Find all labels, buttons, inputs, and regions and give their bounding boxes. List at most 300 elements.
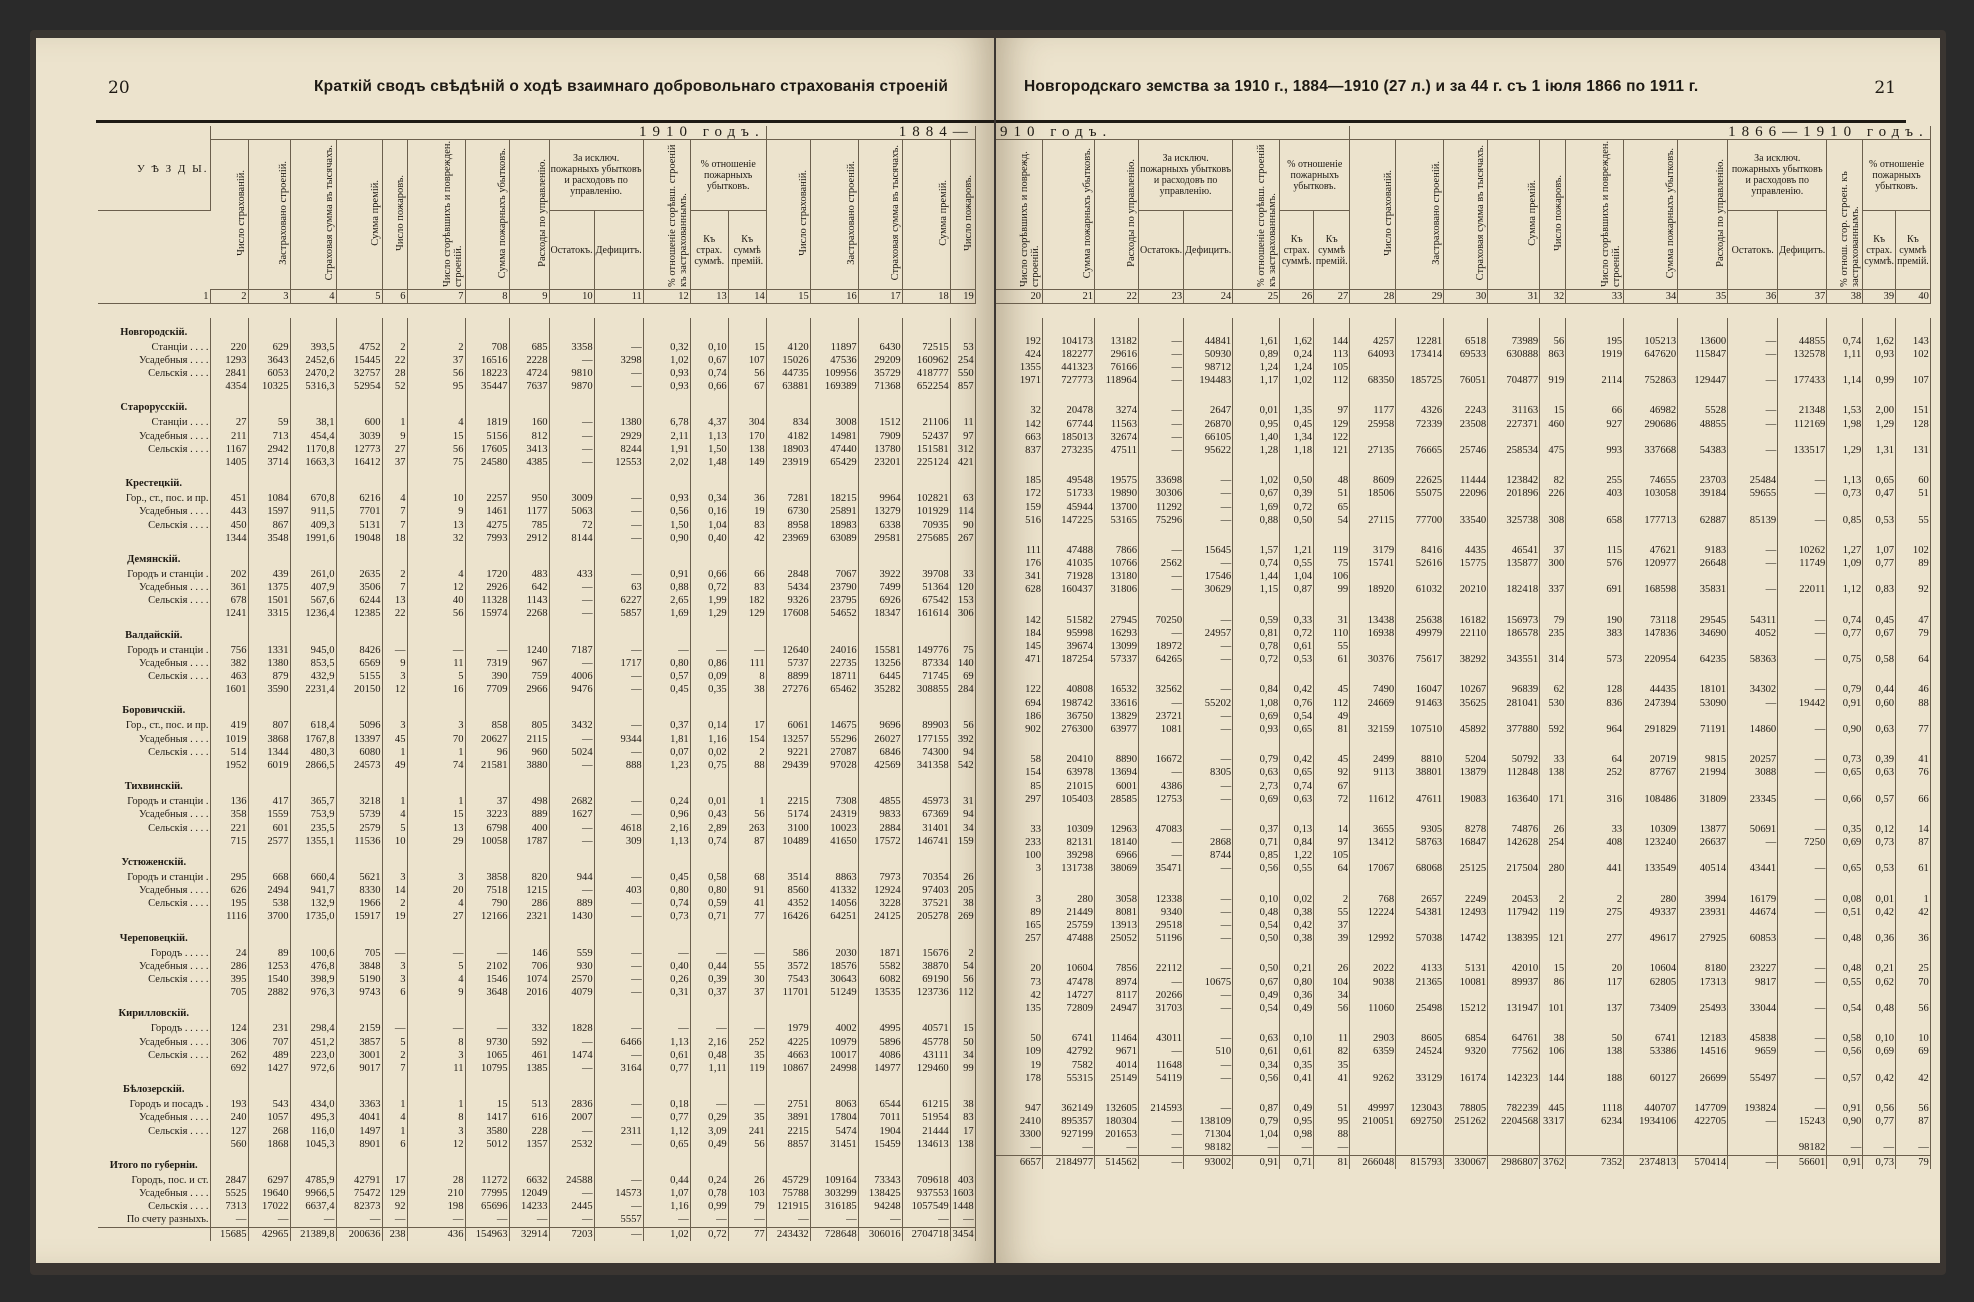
table-cell: 192: [996, 335, 1043, 348]
table-cell: 119: [728, 1062, 766, 1075]
table-cell: [1043, 387, 1095, 404]
table-cell: [1827, 876, 1863, 893]
table-cell: 82131: [1043, 836, 1095, 849]
table-cell: 8180: [1678, 962, 1728, 975]
row-label: Городъ и посадъ .: [98, 1098, 210, 1111]
table-cell: 0,67: [1863, 627, 1896, 640]
table-cell: [1827, 1058, 1863, 1071]
table-cell: [210, 772, 248, 795]
table-cell: 12049: [509, 1187, 549, 1200]
col-c5: Сумма премій.: [336, 140, 382, 290]
table-cell: 66: [1566, 404, 1624, 417]
table-cell: 173414: [1396, 348, 1444, 361]
district-name: Тихвинскій.: [98, 772, 210, 795]
table-cell: 13438: [1350, 614, 1396, 627]
table-cell: 15974: [465, 607, 509, 620]
table-cell: 182: [728, 594, 766, 607]
table-cell: [1139, 318, 1184, 335]
table-cell: 9: [407, 986, 465, 999]
table-cell: 50792: [1488, 753, 1540, 766]
table-cell: 6544: [858, 1098, 902, 1111]
table-cell: 4: [382, 492, 407, 505]
table-cell: [1566, 666, 1624, 683]
table-cell: 0,48: [1827, 932, 1863, 945]
table-cell: 0,39: [1863, 753, 1896, 766]
table-cell: 1828: [549, 1022, 594, 1035]
table-cell: 895357: [1043, 1115, 1095, 1128]
table-cell: 98712: [1184, 361, 1233, 374]
table-cell: —: [549, 607, 594, 620]
table-cell: 47611: [1396, 793, 1444, 806]
table-cell: 15: [950, 1022, 975, 1035]
table-cell: 1497: [336, 1124, 382, 1137]
table-cell: [1444, 1128, 1488, 1141]
table-cell: 0,39: [690, 973, 728, 986]
table-cell: 663: [996, 431, 1043, 444]
table-cell: 56: [728, 1138, 766, 1151]
table-cell: [1778, 919, 1827, 932]
table-cell: [382, 469, 407, 492]
group-1884-cont: 910 годъ.: [996, 126, 1350, 140]
table-cell: 72: [1314, 793, 1350, 806]
table-cell: [1778, 597, 1827, 614]
table-cell: 6338: [858, 518, 902, 531]
table-cell: 8063: [810, 1098, 858, 1111]
table-cell: 0,56: [1233, 1072, 1280, 1085]
table-cell: [594, 545, 643, 568]
table-cell: 18972: [1139, 640, 1184, 653]
table-cell: 15685: [210, 1227, 248, 1241]
table-cell: 2: [950, 947, 975, 960]
table-cell: 417: [248, 795, 290, 808]
table-cell: 0,48: [1863, 1002, 1896, 1015]
table-cell: 131947: [1488, 1002, 1540, 1015]
table-cell: —: [766, 1213, 810, 1227]
table-row: [996, 1072, 1930, 1085]
table-row: [98, 1174, 975, 1187]
table-cell: 10675: [1184, 976, 1233, 989]
table-cell: 93002: [1184, 1155, 1233, 1169]
table-cell: 75: [950, 644, 975, 657]
table-cell: 709618: [902, 1174, 950, 1187]
table-cell: [1678, 387, 1728, 404]
table-cell: 105: [1314, 361, 1350, 374]
table-cell: —: [594, 947, 643, 960]
table-cell: 1868: [248, 1138, 290, 1151]
table-cell: —: [594, 568, 643, 581]
table-cell: 65696: [465, 1200, 509, 1213]
table-cell: [1624, 597, 1678, 614]
table-cell: [1624, 457, 1678, 474]
table-cell: 30629: [1184, 583, 1233, 596]
table-cell: 0,58: [690, 871, 728, 884]
table-cell: 15581: [858, 644, 902, 657]
table-cell: 62805: [1624, 976, 1678, 989]
table-cell: 392: [950, 733, 975, 746]
table-cell: [1728, 806, 1778, 823]
table-cell: 1293: [210, 354, 248, 367]
table-cell: [1863, 640, 1896, 653]
table-cell: 65429: [810, 456, 858, 469]
table-cell: 18576: [810, 960, 858, 973]
table-cell: 8810: [1396, 753, 1444, 766]
table-cell: [1314, 527, 1350, 544]
table-cell: 314: [1540, 653, 1566, 666]
table-cell: 11648: [1139, 1058, 1184, 1071]
table-cell: 858: [465, 719, 509, 732]
table-cell: —: [1184, 683, 1233, 696]
table-cell: 0,84: [1233, 683, 1280, 696]
table-cell: [858, 924, 902, 947]
table-cell: [1444, 736, 1488, 753]
table-cell: 55075: [1396, 487, 1444, 500]
table-cell: 20257: [1728, 753, 1778, 766]
table-cell: 330067: [1444, 1155, 1488, 1169]
table-row: [996, 862, 1930, 875]
table-cell: 1,08: [1233, 697, 1280, 710]
district-name: Новгородскій.: [98, 318, 210, 341]
table-cell: [1540, 1141, 1566, 1155]
table-cell: 476,8: [290, 960, 336, 973]
table-cell: 111: [996, 544, 1043, 557]
table-cell: 2841: [210, 367, 248, 380]
table-cell: 601: [248, 821, 290, 834]
table-row: [996, 793, 1930, 806]
table-cell: [336, 393, 382, 416]
table-cell: 10867: [766, 1062, 810, 1075]
table-cell: 56: [950, 973, 975, 986]
table-cell: 3: [382, 960, 407, 973]
table-cell: 26648: [1678, 557, 1728, 570]
table-cell: 42: [1896, 906, 1931, 919]
table-cell: 0,26: [643, 973, 690, 986]
table-cell: [210, 393, 248, 416]
table-cell: 1966: [336, 897, 382, 910]
table-cell: 24573: [336, 759, 382, 772]
table-row: [98, 1124, 975, 1137]
table-cell: —: [1778, 683, 1827, 696]
table-cell: [1095, 666, 1139, 683]
table-cell: 6,78: [643, 416, 690, 429]
table-cell: [1488, 1058, 1540, 1071]
table-cell: 9671: [1095, 1045, 1139, 1058]
table-cell: 3: [382, 719, 407, 732]
table-cell: 0,66: [690, 380, 728, 393]
table-row: [98, 380, 975, 393]
table-cell: 18506: [1350, 487, 1396, 500]
table-cell: [290, 621, 336, 644]
row-label: Городъ и станціи .: [98, 568, 210, 581]
table-cell: 889: [549, 897, 594, 910]
table-cell: 1627: [549, 808, 594, 821]
table-cell: [1540, 1015, 1566, 1032]
table-row: [98, 1111, 975, 1124]
table-cell: 7518: [465, 884, 509, 897]
table-cell: 15: [407, 430, 465, 443]
table-cell: 78805: [1444, 1102, 1488, 1115]
table-cell: 1240: [509, 644, 549, 657]
table-cell: 13412: [1350, 836, 1396, 849]
table-cell: 1,69: [1233, 500, 1280, 513]
table-cell: 29439: [766, 759, 810, 772]
row-label: Сельскія . . . .: [98, 746, 210, 759]
table-cell: 972,6: [290, 1062, 336, 1075]
table-cell: [1624, 849, 1678, 862]
table-cell: 0,77: [1827, 627, 1863, 640]
table-cell: [1827, 361, 1863, 374]
table-cell: 96: [465, 746, 509, 759]
table-cell: [1540, 919, 1566, 932]
table-cell: 1603: [950, 1187, 975, 1200]
district-heading-row: [98, 1151, 975, 1174]
table-cell: 41650: [810, 835, 858, 848]
table-cell: 115847: [1678, 348, 1728, 361]
table-cell: 10604: [1624, 962, 1678, 975]
table-cell: 64: [1566, 753, 1624, 766]
table-cell: [1566, 597, 1624, 614]
table-cell: 9262: [1350, 1072, 1396, 1085]
table-cell: —: [1184, 500, 1233, 513]
table-cell: 15917: [336, 910, 382, 923]
table-cell: [1314, 457, 1350, 474]
table-cell: 45892: [1444, 723, 1488, 736]
table-cell: 151581: [902, 443, 950, 456]
table-cell: —: [1184, 962, 1233, 975]
table-cell: 46: [1896, 683, 1931, 696]
table-cell: 308855: [902, 683, 950, 696]
table-cell: 705: [336, 947, 382, 960]
table-cell: [1488, 945, 1540, 962]
table-cell: 3179: [1350, 544, 1396, 557]
table-cell: 82: [1314, 1045, 1350, 1058]
table-cell: 83: [950, 1111, 975, 1124]
table-cell: 16174: [1444, 1072, 1488, 1085]
table-cell: —: [594, 341, 643, 354]
table-cell: [690, 696, 728, 719]
table-cell: 55202: [1184, 697, 1233, 710]
table-cell: 8899: [766, 670, 810, 683]
table-cell: 7: [382, 518, 407, 531]
table-cell: [1896, 710, 1931, 723]
table-cell: 1,28: [1233, 444, 1280, 457]
table-cell: 102821: [902, 492, 950, 505]
table-cell: [1488, 919, 1540, 932]
table-cell: 38: [1540, 1032, 1566, 1045]
table-cell: [1624, 387, 1678, 404]
table-cell: [210, 1151, 248, 1174]
table-cell: 98182: [1184, 1141, 1233, 1155]
table-cell: 14516: [1678, 1045, 1728, 1058]
table-cell: 12166: [465, 910, 509, 923]
table-cell: 4352: [766, 897, 810, 910]
table-cell: [1233, 527, 1280, 544]
table-cell: 95622: [1184, 444, 1233, 457]
table-cell: [1624, 1058, 1678, 1071]
table-cell: 33698: [1139, 474, 1184, 487]
col-c3: Застраховано строеній.: [248, 140, 290, 290]
table-cell: 25493: [1678, 1002, 1728, 1015]
table-cell: 277: [1566, 932, 1624, 945]
table-cell: 38,1: [290, 416, 336, 429]
table-cell: 4: [407, 973, 465, 986]
table-row: [98, 759, 975, 772]
table-cell: 4052: [1728, 627, 1778, 640]
table-cell: [465, 1075, 509, 1098]
table-cell: 47488: [1043, 932, 1095, 945]
table-cell: 22011: [1778, 583, 1827, 596]
table-row: [996, 836, 1930, 849]
table-cell: 0,55: [1827, 976, 1863, 989]
table-cell: 65: [1314, 500, 1350, 513]
table-cell: 5434: [766, 581, 810, 594]
table-cell: [643, 696, 690, 719]
table-cell: 0,49: [690, 1138, 728, 1151]
col-c28: Число страхованій.: [1350, 140, 1396, 290]
table-cell: 53: [950, 341, 975, 354]
table-cell: [950, 1075, 975, 1098]
table-cell: 0,78: [690, 1187, 728, 1200]
table-cell: 83: [728, 581, 766, 594]
table-cell: —: [1139, 570, 1184, 583]
table-cell: [1896, 945, 1931, 962]
table-cell: —: [594, 986, 643, 999]
table-cell: 87: [1896, 1115, 1931, 1128]
table-cell: 52954: [336, 380, 382, 393]
table-cell: [407, 696, 465, 719]
table-cell: 0,18: [643, 1098, 690, 1111]
table-cell: —: [336, 1213, 382, 1227]
table-cell: 33: [950, 568, 975, 581]
table-cell: 31401: [902, 821, 950, 834]
table-cell: 56: [1896, 1002, 1931, 1015]
table-cell: 0,69: [1233, 793, 1280, 806]
table-cell: —: [549, 1187, 594, 1200]
table-cell: 47440: [810, 443, 858, 456]
table-cell: 0,88: [643, 581, 690, 594]
table-cell: [1396, 1015, 1444, 1032]
table-cell: [1566, 570, 1624, 583]
table-cell: 211: [210, 430, 248, 443]
table-row: [98, 1062, 975, 1075]
table-cell: 95: [407, 380, 465, 393]
table-cell: [1728, 666, 1778, 683]
table-cell: —: [1184, 753, 1233, 766]
table-cell: [1396, 457, 1444, 474]
table-row: [98, 532, 975, 545]
table-cell: 135: [996, 1002, 1043, 1015]
table-cell: 27: [210, 416, 248, 429]
table-cell: [210, 848, 248, 871]
table-cell: [382, 924, 407, 947]
table-cell: —: [549, 835, 594, 848]
table-cell: 85139: [1728, 514, 1778, 527]
table-cell: [336, 696, 382, 719]
table-cell: 16532: [1095, 683, 1139, 696]
table-cell: 89903: [902, 719, 950, 732]
table-cell: [594, 1151, 643, 1174]
district-heading-row: [996, 318, 1930, 335]
table-cell: [728, 696, 766, 719]
table-row: [996, 404, 1930, 417]
table-cell: 154963: [465, 1227, 509, 1241]
table-cell: 92: [382, 1200, 407, 1213]
table-cell: 530: [1540, 697, 1566, 710]
table-cell: 55: [1314, 640, 1350, 653]
table-cell: [1184, 806, 1233, 823]
table-cell: —: [549, 594, 594, 607]
table-cell: [1624, 1128, 1678, 1141]
table-row: [996, 444, 1930, 457]
table-cell: 43441: [1728, 862, 1778, 875]
table-cell: [1350, 457, 1396, 474]
table-cell: 3223: [465, 808, 509, 821]
table-cell: [1095, 736, 1139, 753]
table-cell: 0,99: [690, 1200, 728, 1213]
row-label: Усадебныя . . . .: [98, 581, 210, 594]
table-cell: [690, 772, 728, 795]
table-cell: 570414: [1678, 1155, 1728, 1169]
table-cell: [382, 999, 407, 1022]
table-cell: [1624, 710, 1678, 723]
table-cell: —: [1778, 487, 1827, 500]
table-cell: 13180: [1095, 570, 1139, 583]
table-cell: 1717: [594, 657, 643, 670]
table-cell: [549, 393, 594, 416]
table-cell: 121915: [766, 1200, 810, 1213]
table-cell: [1280, 945, 1314, 962]
table-cell: —: [1139, 583, 1184, 596]
table-cell: [643, 393, 690, 416]
table-cell: [1540, 736, 1566, 753]
table-cell: [996, 876, 1043, 893]
table-cell: 0,55: [1280, 557, 1314, 570]
table-cell: [766, 318, 810, 341]
table-cell: [950, 848, 975, 871]
table-cell: 53090: [1678, 697, 1728, 710]
table-cell: [509, 621, 549, 644]
table-cell: [1280, 736, 1314, 753]
table-cell: 2007: [549, 1111, 594, 1124]
table-cell: 33540: [1444, 514, 1488, 527]
table-cell: [1778, 500, 1827, 513]
table-cell: —: [1184, 906, 1233, 919]
table-cell: [810, 469, 858, 492]
table-cell: 4: [407, 897, 465, 910]
table-cell: 3580: [465, 1124, 509, 1137]
table-cell: 3848: [336, 960, 382, 973]
table-cell: —: [1139, 627, 1184, 640]
table-cell: 2321: [509, 910, 549, 923]
table-cell: [1566, 431, 1624, 444]
table-cell: —: [594, 1049, 643, 1062]
table-cell: 3454: [950, 1227, 975, 1241]
table-cell: [1896, 806, 1931, 823]
table-cell: [1728, 597, 1778, 614]
table-cell: 67: [728, 380, 766, 393]
table-cell: 1,35: [1280, 404, 1314, 417]
table-cell: 129: [1314, 418, 1350, 431]
col-c16: Застраховано строеній.: [810, 140, 858, 290]
table-cell: [1566, 1015, 1624, 1032]
table-cell: 22: [382, 607, 407, 620]
table-cell: 128: [1566, 683, 1624, 696]
table-cell: 243432: [766, 1227, 810, 1241]
table-cell: [248, 1075, 290, 1098]
table-cell: [1095, 1085, 1139, 1102]
table-cell: 38069: [1095, 862, 1139, 875]
table-cell: [1043, 1015, 1095, 1032]
table-cell: [1778, 1128, 1827, 1141]
